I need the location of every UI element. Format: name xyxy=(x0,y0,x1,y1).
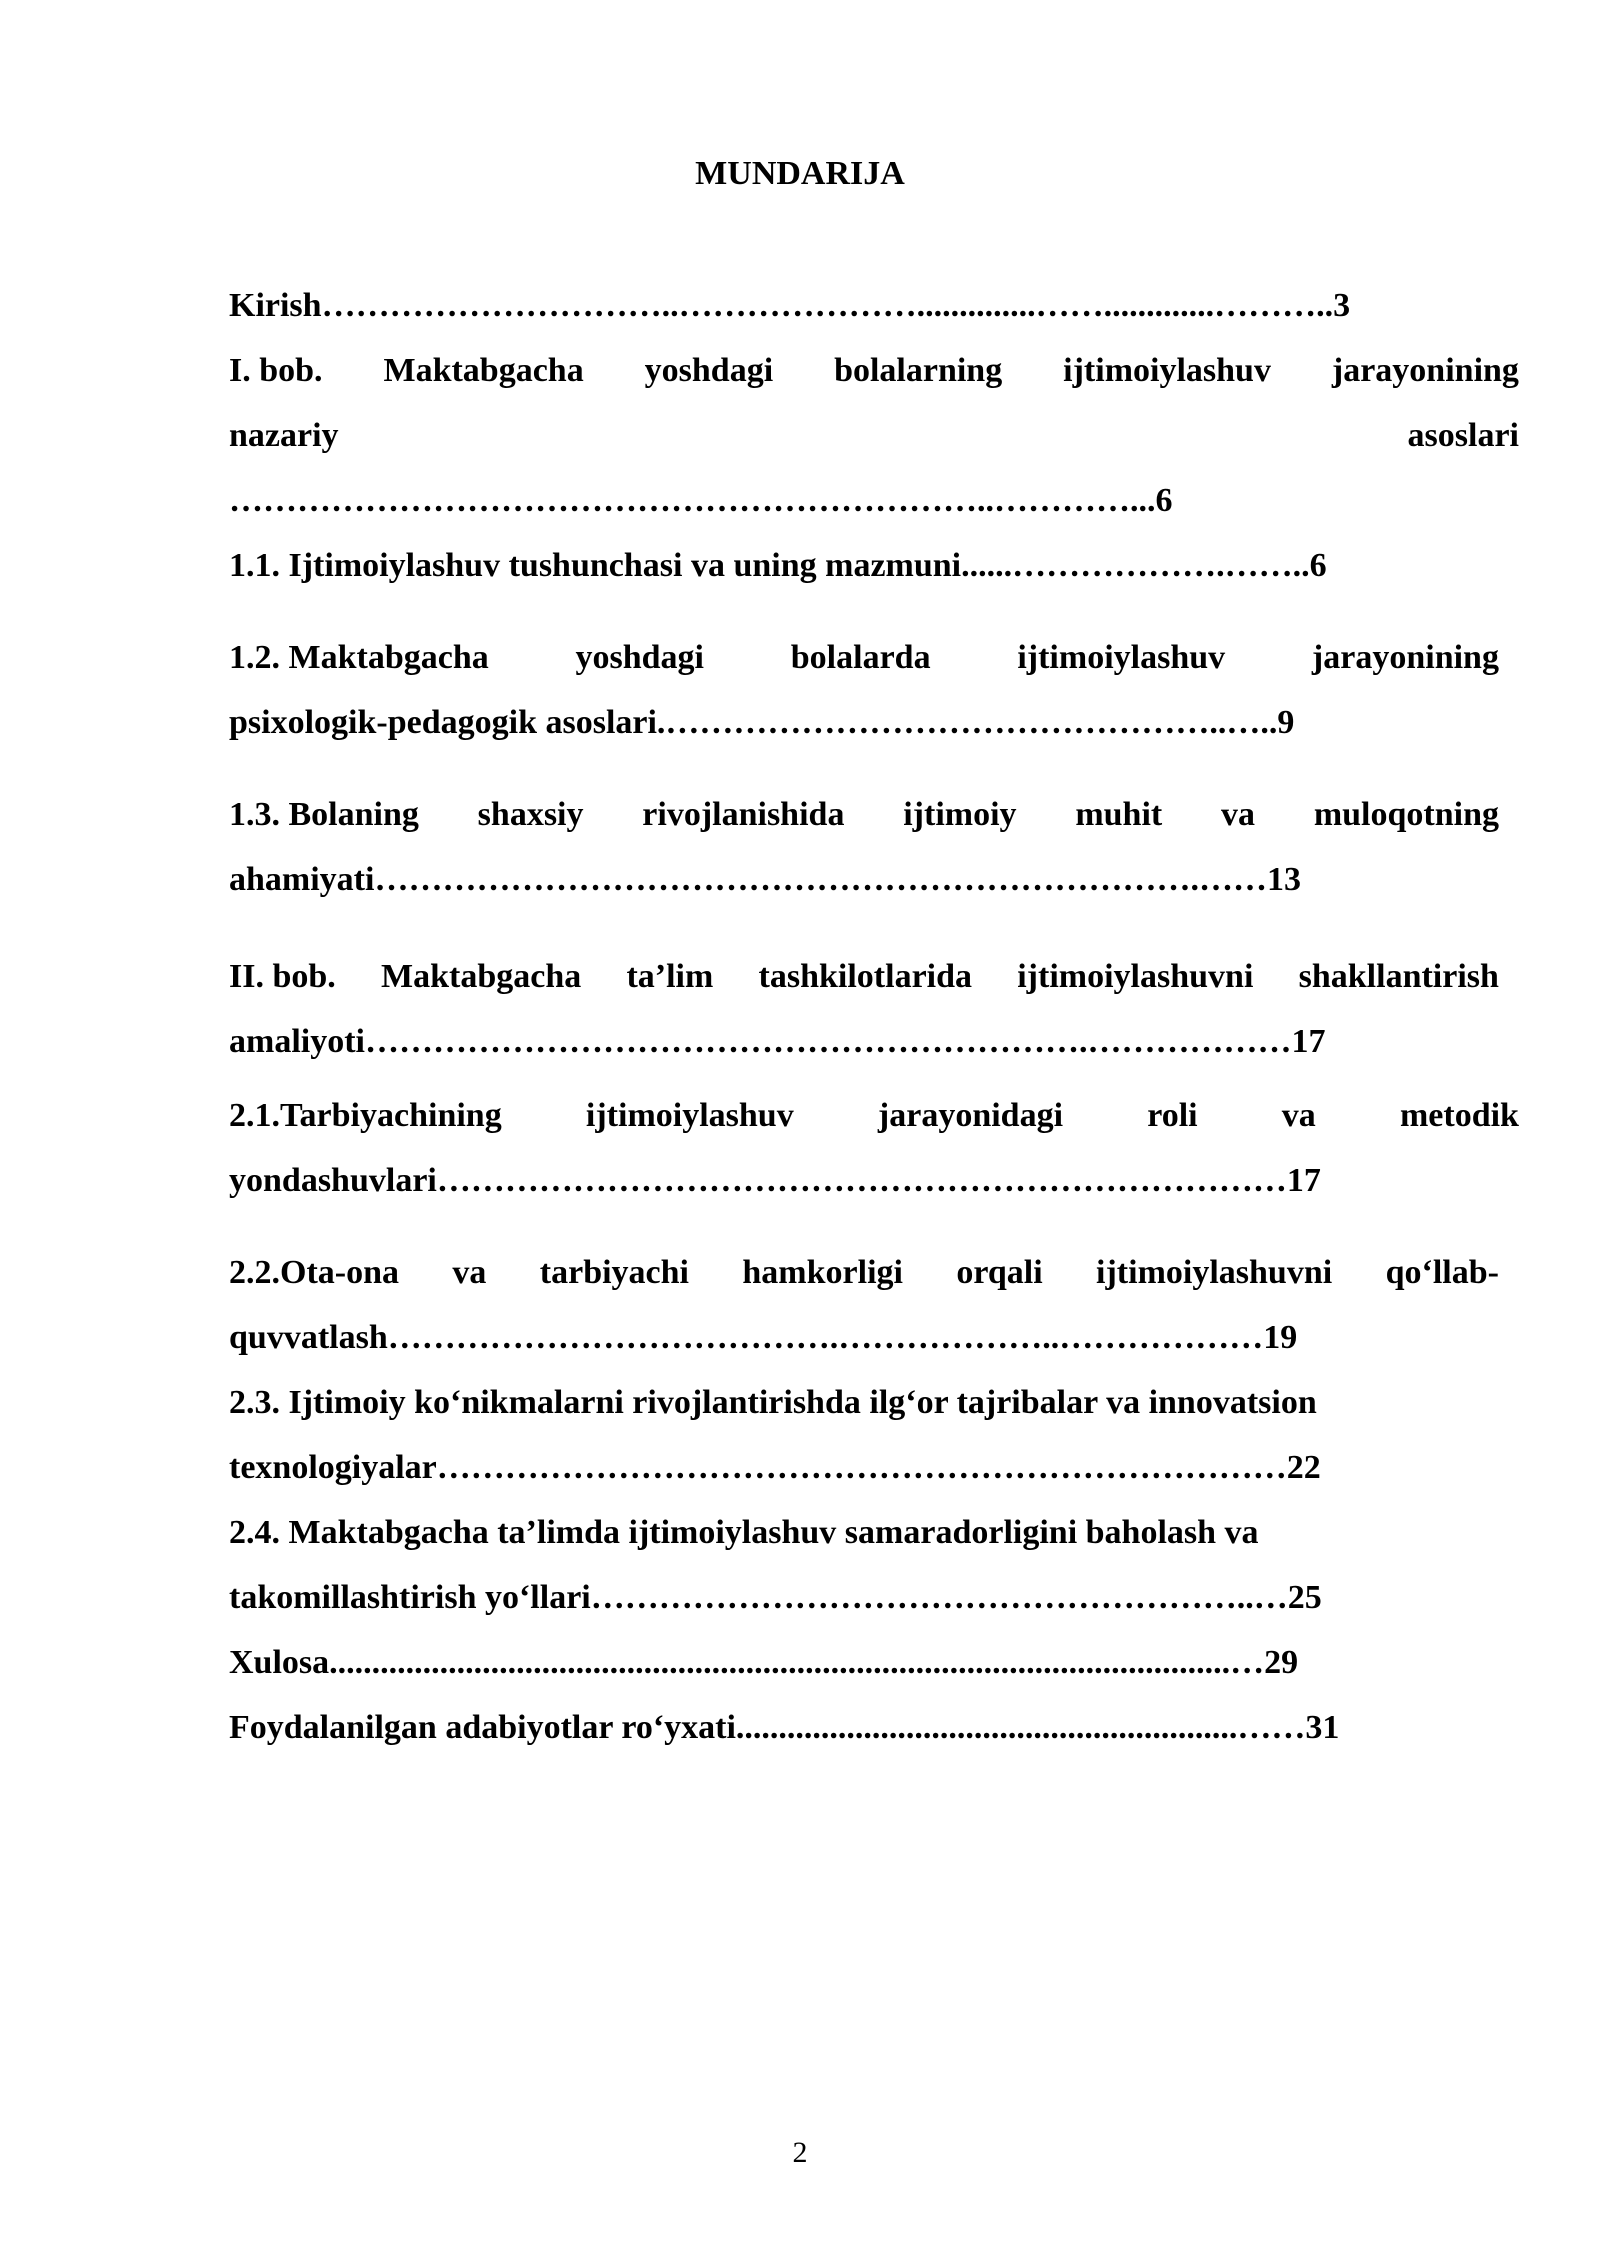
word: Maktabgacha xyxy=(383,352,584,389)
word: ijtimoiylashuv xyxy=(585,1097,794,1134)
word: hamkorligi xyxy=(742,1254,903,1291)
toc-entry-kirish: Kirish…………………………..…………………..............…….............………..3 xyxy=(229,287,1351,324)
toc-entry-section-1-1: 1.1. Ijtimoiylashuv tushunchasi va uning mazmuni......……………….……..6 xyxy=(229,547,1327,584)
word: jarayonidagi xyxy=(877,1097,1064,1134)
toc-entry-section-1-2-line-1 xyxy=(229,625,1499,690)
toc-entry-chapter-1-line-1 xyxy=(229,338,1519,403)
toc-entry-section-2-2-line-1 xyxy=(229,1240,1499,1305)
word: ijtimoiylashuvni xyxy=(1017,958,1254,995)
word: yoshdagi xyxy=(575,639,704,676)
toc-entry-section-2-1-line-1 xyxy=(229,1083,1519,1148)
word: muhit xyxy=(1075,796,1163,833)
toc-entry-section-2-3-line-2: texnologiyalar…………………………………………………………………22 xyxy=(229,1449,1321,1486)
word: yoshdagi xyxy=(644,352,774,389)
word: ijtimoiylashuv xyxy=(1063,352,1271,389)
word: Maktabgacha xyxy=(381,958,582,995)
word: va xyxy=(1221,796,1256,833)
toc-entry-chapter-2-line-2: amaliyoti……………………………………………………….………………17 xyxy=(229,1023,1326,1060)
word: rivojlanishida xyxy=(642,796,845,833)
word: qo‘llab- xyxy=(1385,1254,1499,1291)
word: muloqotning xyxy=(1313,796,1499,833)
word: jarayonining xyxy=(1311,639,1499,676)
toc-entry-bibliography: Foydalanilgan adabiyotlar ro‘yxati...........................................................……31 xyxy=(229,1709,1340,1746)
toc-entry-section-1-2-line-2: psixologik-pedagogik asoslari.…………………………………………..…..9 xyxy=(229,704,1295,741)
word: bolalarning xyxy=(834,352,1003,389)
toc-entry-section-2-4-line-2: takomillashtirish yo‘llari…………………………………………………..…25 xyxy=(229,1579,1322,1616)
toc-entry-chapter-2-line-1 xyxy=(229,944,1499,1009)
word: tashkilotlarida xyxy=(758,958,973,995)
word: va xyxy=(1281,1097,1316,1134)
word: va xyxy=(452,1254,487,1291)
word: bolalarda xyxy=(790,639,931,676)
word: 1.2. Maktabgacha xyxy=(229,639,489,676)
toc-entry-chapter-1-line-3: …………………………………………………………..…………...6 xyxy=(229,482,1173,519)
toc-entry-section-2-3-line-1: 2.3. Ijtimoiy ko‘nikmalarni rivojlantirishda ilg‘or tajribalar va innovatsion xyxy=(229,1384,1317,1421)
word: 2.1.Tarbiyachining xyxy=(229,1097,502,1134)
toc-entry-chapter-1-line-2 xyxy=(229,403,1519,468)
word: jarayonining xyxy=(1331,352,1519,389)
word: metodik xyxy=(1399,1097,1519,1134)
word: tarbiyachi xyxy=(539,1254,689,1291)
word: asoslari xyxy=(1407,417,1519,454)
word: 1.3. Bolaning xyxy=(229,796,419,833)
page-number: 2 xyxy=(792,2136,808,2169)
word: 2.2.Ota-ona xyxy=(229,1254,399,1291)
word: orqali xyxy=(956,1254,1043,1291)
word: nazariy xyxy=(229,417,339,454)
toc-entry-section-2-4-line-1: 2.4. Maktabgacha ta’limda ijtimoiylashuv samaradorligini baholash va xyxy=(229,1514,1259,1551)
word: I. bob. xyxy=(229,352,323,389)
word: ijtimoiy xyxy=(903,796,1017,833)
toc-entry-section-2-1-line-2: yondashuvlari…………………………………………………………………17 xyxy=(229,1162,1321,1199)
word: shakllantirish xyxy=(1298,958,1499,995)
toc-entry-section-2-2-line-2: quvvatlash………………………………….………………..………………19 xyxy=(229,1319,1298,1356)
word: II. bob. xyxy=(229,958,336,995)
word: shaxsiy xyxy=(477,796,584,833)
word: ijtimoiylashuv xyxy=(1017,639,1226,676)
toc-entry-section-1-3-line-1 xyxy=(229,782,1499,847)
word: ijtimoiylashuvni xyxy=(1096,1254,1333,1291)
page-title: MUNDARIJA xyxy=(695,155,905,192)
word: roli xyxy=(1147,1097,1198,1134)
toc-entry-section-1-3-line-2: ahamiyati……………………………………………………………….……13 xyxy=(229,861,1301,898)
toc-entry-xulosa: Xulosa..........................................................................................................…29 xyxy=(229,1644,1299,1681)
word: ta’lim xyxy=(626,958,714,995)
